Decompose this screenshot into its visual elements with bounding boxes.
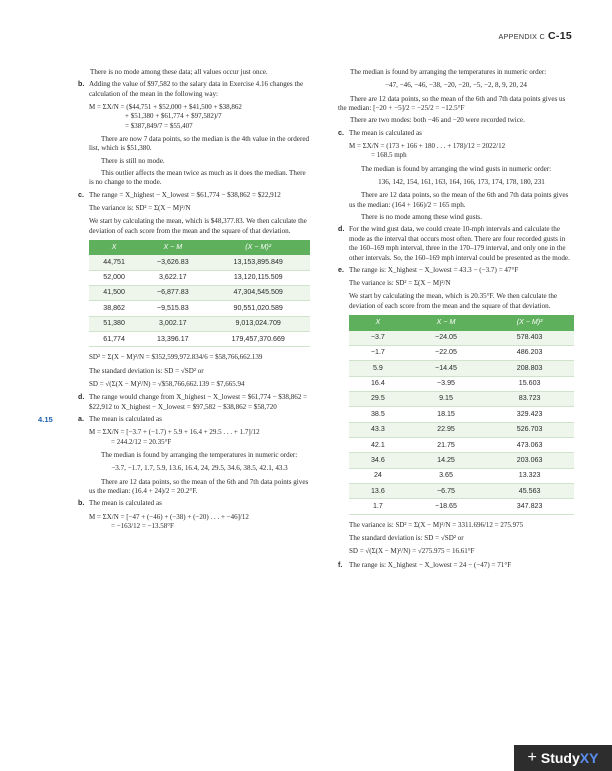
table-row (349, 407, 574, 422)
left-paragraph-7: There are 12 data points, so the mean of the 6th and 7th data points gives us the median: (16.4 + 24)/2 = 20.2°F. (89, 477, 309, 495)
wind-mean-line-1: M = ΣX/N = (173 + 166 + 180 . . . + 178)/12 = 2022/12 (349, 142, 506, 151)
table-cell: 9.15 (407, 391, 485, 406)
item-f-right-text: The range is: X_highest − X_lowest = 24 − (−47) = 71°F (349, 560, 512, 569)
item-d-right-label: d. (338, 225, 345, 234)
table-cell: 44,751 (89, 255, 139, 270)
table-cell: −14.45 (407, 361, 485, 376)
table-cell: 5.9 (349, 361, 407, 376)
table-cell: 13.323 (485, 468, 574, 483)
right-paragraph-2: There are 12 data points, so the mean of the 6th and 7th data points gives us the median: [−20 + −5]/2 = −25/2 = −12.5°F (338, 94, 566, 113)
left-paragraph-4: This outlier affects the mean twice as much as it does the median. There is no change to the mode. (89, 168, 306, 187)
ordered-wind-gusts: 136, 142, 154, 161, 163, 164, 166, 173, 174, 178, 180, 231 (378, 177, 545, 186)
right-paragraph-6: There is no mode among these wind gusts. (361, 213, 482, 222)
right-column (338, 68, 574, 573)
plus-icon: + (527, 749, 537, 767)
table-row (349, 453, 574, 468)
item-c-right (338, 129, 574, 223)
table-row (349, 438, 574, 453)
sd-line: The standard deviation is: SD = √SD² or (89, 366, 204, 375)
table-cell: 473.063 (485, 438, 574, 453)
table-cell: 22.95 (407, 422, 485, 437)
item-d-label: d. (78, 393, 85, 402)
b2-mean-line-2: = −163/12 = −13.58°F (111, 521, 174, 530)
table-cell: 42.1 (349, 438, 407, 453)
table-cell: 3,622.17 (139, 270, 206, 285)
table-cell: −6,877.83 (139, 285, 206, 300)
right-variance-equation: The variance is: SD² = Σ(X − M)²/N = 3311.696/12 = 275.975 (349, 520, 524, 529)
item-b-label: b. (78, 80, 85, 89)
table-cell: 578.403 (485, 331, 574, 346)
table-cell: 347.823 (485, 499, 574, 514)
right-paragraph-1: The median is found by arranging the temperatures in numeric order: (350, 68, 547, 76)
table-cell: 83.723 (485, 391, 574, 406)
table-cell: −3,626.83 (139, 255, 206, 270)
table-cell: −3.95 (407, 376, 485, 391)
table-cell: 486.203 (485, 345, 574, 360)
left-paragraph-6: The median is found by arranging the temperatures in numeric order: (101, 450, 298, 459)
ordered-temperatures: −3.7, −1.7, 1.7, 5.9, 13.6, 16.4, 24, 29.5, 34.6, 38.5, 42.1, 43.3 (111, 464, 288, 473)
page-header (498, 30, 572, 44)
temp-mean-line-2: = 244.2/12 = 20.35°F (111, 437, 172, 446)
b2-mean-line-1: M = ΣX/N = [−47 + (−46) + (−38) + (−20) . . . + −46]/12 (89, 512, 249, 521)
temp-mean-line-1: M = ΣX/N = [−3.7 + (−1.7) + 5.9 + 16.4 + 29.5 . . . + 1.7]/12 (89, 428, 260, 437)
right-paragraph-5: There are 12 data points, so the mean of the 6th and 7th data points gives us the median: (164 + 166)/2 = 165 mph. (349, 191, 569, 209)
table-cell: 45.563 (485, 484, 574, 499)
table-cell: 16.4 (349, 376, 407, 391)
table-cell: −3.7 (349, 331, 407, 346)
table-header: X (89, 240, 139, 255)
table-row (89, 285, 310, 300)
mean-eq-line-2: + $51,380 + $61,774 + $97,582)/7 (125, 112, 222, 121)
table-cell: −18.65 (407, 499, 485, 514)
table-cell: −22.05 (407, 345, 485, 360)
left-paragraph-3: There is still no mode. (101, 156, 165, 165)
ordered-low-temps: −47, −46, −46, −38, −20, −20, −5, −2, 8, 9, 20, 24 (385, 81, 527, 90)
left-column (38, 68, 310, 535)
left-paragraph-5: We start by calculating the mean, which is $48,377.83. We then calculate the deviation of each score from the mean and the square of that deviation. (89, 217, 307, 235)
table-cell: −1.7 (349, 345, 407, 360)
item-f-right (338, 561, 574, 570)
item-c-right-text: The mean is calculated as (349, 128, 422, 137)
temperature-deviation-table (349, 315, 574, 515)
table-header: (X − M)² (206, 240, 310, 255)
item-a-text: The mean is calculated as (89, 414, 162, 423)
appendix-label: APPENDIX C (498, 32, 546, 41)
item-f-right-label: f. (338, 560, 343, 569)
table-cell: 41,500 (89, 285, 139, 300)
item-b2-label: b. (78, 499, 85, 508)
item-b-text: Adding the value of $97,582 to the salary data in Exercise 4.16 changes the calculation of the mean in the following way: (89, 80, 304, 98)
table-cell: 179,457,370.669 (206, 332, 310, 347)
table-cell: 43.3 (349, 422, 407, 437)
table-cell: 29.5 (349, 391, 407, 406)
table-cell: 14.25 (407, 453, 485, 468)
sd-squared-equation: SD² = Σ(X − M)²/N = $352,599,972.834/6 = $58,766,662.139 (89, 353, 263, 362)
item-e-right (338, 266, 574, 557)
table-cell: 9,013,024.709 (206, 316, 310, 331)
table-cell: 13,396.17 (139, 332, 206, 347)
table-cell: 47,304,545.509 (206, 285, 310, 300)
studyxy-logo[interactable] (514, 745, 612, 771)
item-4-15-b (78, 499, 310, 531)
item-c (78, 191, 310, 390)
page-number: C-15 (548, 30, 572, 42)
table-cell: 208.803 (485, 361, 574, 376)
item-d-text: The range would change from X_highest − X_lowest = $61,774 − $38,862 = $22,912 to X_highest − X_lowest = $97,582 − $38,862 = $58,720 (89, 393, 308, 411)
table-header: X − M (407, 315, 485, 330)
logo-text-study: Study (540, 749, 580, 766)
left-paragraph-1: There is no mode among these data; all values occur just once. (90, 68, 268, 76)
table-cell: 52,000 (89, 270, 139, 285)
mean-eq-line-3: = $387,849/7 = $55,407 (125, 121, 193, 130)
table-cell: 3.65 (407, 468, 485, 483)
table-cell: 203.063 (485, 453, 574, 468)
table-cell: 13,153,895.849 (206, 255, 310, 270)
wind-mean-equation (349, 142, 574, 160)
right-paragraph-3: There are two modes: both −46 and −20 were recorded twice. (350, 116, 525, 125)
table-cell: 61,774 (89, 332, 139, 347)
right-sd-equation: SD = √(Σ(X − M)²/N) = √275.975 = 16.61°F (349, 547, 475, 556)
item-c-right-label: c. (338, 128, 344, 137)
table-header: X (349, 315, 407, 330)
table-row (349, 468, 574, 483)
table-row (89, 332, 310, 347)
item-b (78, 80, 310, 187)
right-paragraph-4: The median is found by arranging the wind gusts in numeric order: (361, 164, 552, 173)
table-row (349, 361, 574, 376)
item-d-right-text: For the wind gust data, we could create 10-mph intervals and calculate the mode as the interval that occurs most often. There are four recorded gusts in the 160–169 mph interval, three in the 170–179 interval, and only one in the other intervals. So, the 160–169 mph interval could be presented as the mode. (349, 225, 570, 262)
item-d-right (338, 225, 574, 262)
problem-number: 4.15 (38, 414, 53, 424)
table-cell: 21.75 (407, 438, 485, 453)
variance-line: The variance is: SD² = Σ(X − M)²/N (89, 203, 191, 212)
right-variance-line: The variance is: SD² = Σ(X − M)²/N (349, 279, 451, 288)
table-header: X − M (139, 240, 206, 255)
table-cell: 90,551,020.589 (206, 301, 310, 316)
table-cell: 1.7 (349, 499, 407, 514)
table-row (349, 331, 574, 346)
mean-equation (89, 103, 310, 131)
table-cell: −9,515.83 (139, 301, 206, 316)
item-b2-text: The mean is calculated as (89, 499, 162, 508)
table-cell: −6.75 (407, 484, 485, 499)
table-cell: 329.423 (485, 407, 574, 422)
mean-eq-line-1: M = ΣX/N = ($44,751 + $52,000 + $41,500 + $38,862 (89, 103, 242, 112)
item-4-15-a (38, 414, 310, 496)
table-cell: 15.603 (485, 376, 574, 391)
item-d (78, 393, 310, 412)
temp-mean-equation (89, 428, 310, 446)
table-row (349, 391, 574, 406)
table-cell: 38.5 (349, 407, 407, 422)
item-a-label: a. (78, 414, 84, 423)
table-row (89, 301, 310, 316)
table-cell: 51,380 (89, 316, 139, 331)
left-paragraph-2: There are now 7 data points, so the median is the 4th value in the ordered list, which is $51,380. (89, 134, 310, 153)
table-cell: 24 (349, 468, 407, 483)
wind-mean-line-2: = 168.5 mph (371, 151, 407, 160)
table-cell: 526.703 (485, 422, 574, 437)
right-sd-line: The standard deviation is: SD = √SD² or (349, 534, 464, 543)
item-e-right-label: e. (338, 265, 344, 274)
b2-mean-equation (89, 513, 310, 531)
table-row (89, 255, 310, 270)
table-header: (X − M)² (485, 315, 574, 330)
right-paragraph-7: We start by calculating the mean, which is 20.35°F. We then calculate the deviation of each score from the mean and the square of that deviation. (349, 292, 558, 310)
table-cell: 34.6 (349, 453, 407, 468)
table-cell: 38,862 (89, 301, 139, 316)
item-c-label: c. (78, 190, 84, 199)
logo-text-xy: XY (579, 749, 599, 766)
salary-deviation-table (89, 240, 310, 348)
item-e-right-text: The range is: X_highest − X_lowest = 43.3 − (−3.7) = 47°F (349, 265, 519, 274)
table-cell: 13,120,115.509 (206, 270, 310, 285)
item-c-text: The range = X_highest − X_lowest = $61,774 − $38,862 = $22,912 (89, 190, 281, 199)
table-cell: 18.15 (407, 407, 485, 422)
table-cell: −24.05 (407, 331, 485, 346)
table-row (349, 422, 574, 437)
table-row (349, 376, 574, 391)
table-row (89, 316, 310, 331)
table-row (349, 499, 574, 514)
table-row (349, 484, 574, 499)
table-row (349, 345, 574, 360)
table-row (89, 270, 310, 285)
table-cell: 3,002.17 (139, 316, 206, 331)
sd-equation: SD = √(Σ(X − M)²/N) = √$58,766,662.139 = $7,665.94 (89, 380, 245, 388)
table-cell: 13.6 (349, 484, 407, 499)
